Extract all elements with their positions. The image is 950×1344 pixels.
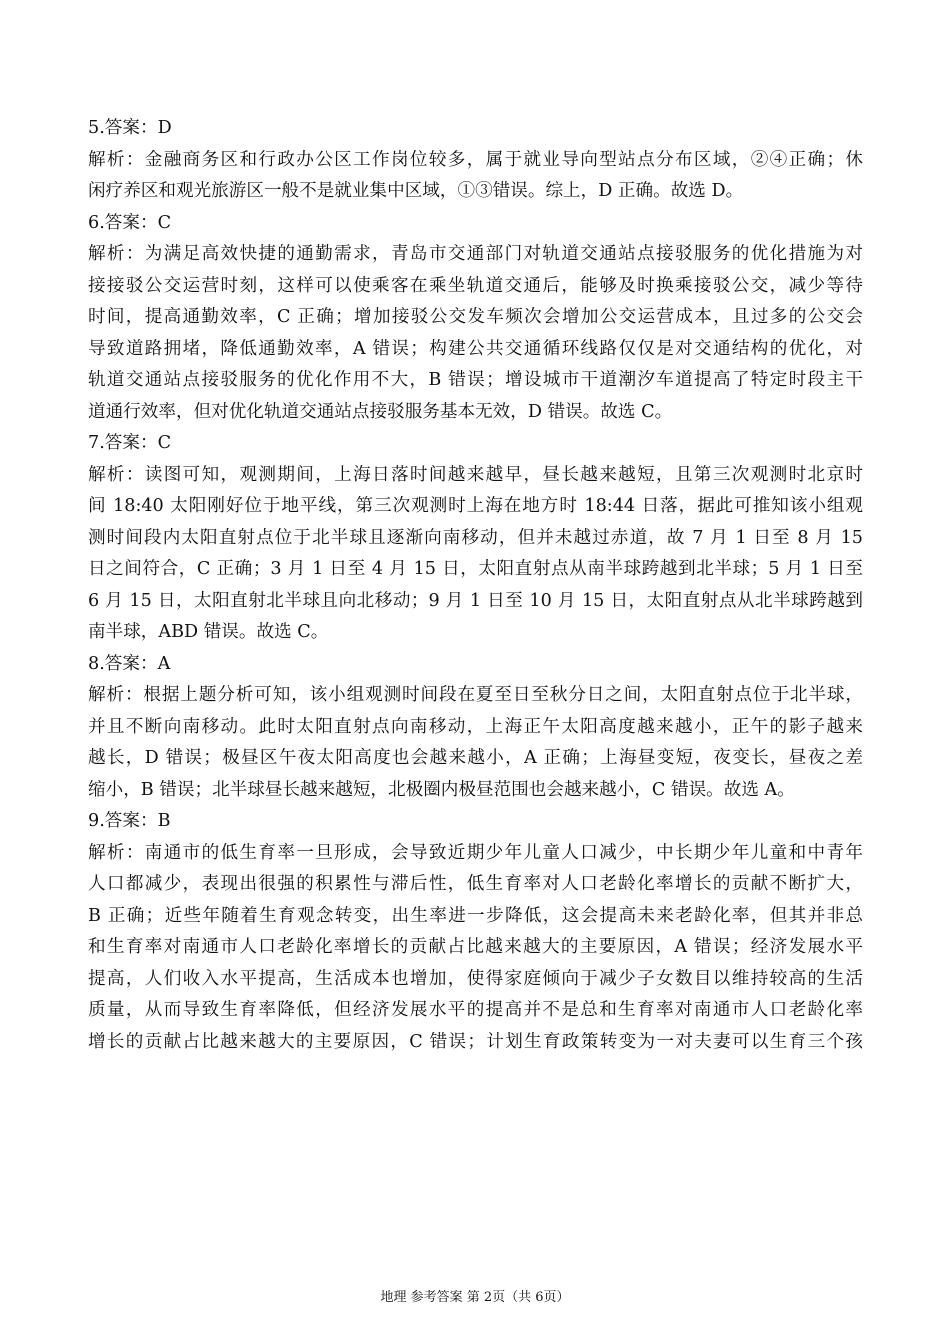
answer-6-line-6: 道通行效率，但对优化轨道交通站点接驳服务基本无效，D 错误。故选 C。: [88, 401, 673, 422]
answer-7-line-6: 南半球，ABD 错误。故选 C。: [88, 622, 329, 642]
answer-9-line-7: 增长的贡献占比越来越大的主要原因，C 错误；计划生育政策转变为一对夫妻可以生育三个孩: [88, 1031, 863, 1052]
answer-7-line-4: 日之间符合，C 正确；3 月 1 日至 4 月 15 日，太阳直射点从南半球跨越到北半球；5 月 1 日至: [88, 559, 863, 579]
answer-7-line-1: 解析：读图可知，观测期间，上海日落时间越来越早，昼长越来越短，且第三次观测时北京时: [88, 464, 863, 485]
answer-9-line-3: B 正确；近些年随着生育观念转变，出生率进一步降低，这会提高未来老龄化率，但其并非总: [88, 905, 863, 926]
answer-7-label: 7.答案：C: [88, 433, 172, 453]
answer-9-line-5: 提高，人们收入水平提高，生活成本也增加，使得家庭倾向于减少子女数目以维持较高的生活: [88, 968, 863, 989]
answer-8-line-3: 越长，D 错误；极昼区午夜太阳高度也会越来越小，A 正确；上海昼变短，夜变长，昼夜之差: [88, 748, 863, 768]
answer-8-line-1: 解析：根据上题分析可知，该小组观测时间段在夏至日至秋分日之间，太阳直射点位于北半球，: [88, 685, 863, 705]
page-footer: 地理 参考答案 第 2页（共 6页）: [380, 1290, 570, 1305]
answer-9-line-6: 质量，从而导致生育率降低，但经济发展水平的提高并不是总和生育率对南通市人口老龄化率: [88, 1000, 863, 1020]
answer-6-line-4: 导致道路拥堵，降低通勤效率，A 错误；构建公共交通循环线路仅仅是对交通结构的优化，对: [88, 338, 863, 359]
answer-9-line-2: 人口都减少，表现出很强的积累性与滞后性，低生育率对人口老龄化率增长的贡献不断扩大，: [88, 874, 863, 894]
answer-5-line-1: 解析：金融商务区和行政办公区工作岗位较多，属于就业导向型站点分布区域，②④正确；休: [88, 149, 863, 170]
answer-content: [88, 113, 863, 1058]
answer-5-label: 5.答案：D: [88, 118, 172, 138]
answer-9-line-1: 解析：南通市的低生育率一旦形成，会导致近期少年儿童人口减少，中长期少年儿童和中青年: [88, 842, 863, 863]
answer-8-label: 8.答案：A: [88, 653, 171, 674]
answer-6-label: 6.答案：C: [88, 212, 172, 233]
answer-8-line-2: 并且不断向南移动。此时太阳直射点向南移动，上海正午太阳高度越来越小，正午的影子越来: [88, 716, 863, 737]
answer-7-line-3: 测时间段内太阳直射点位于北半球且逐渐向南移动，但并未越过赤道，故 7 月 1 日至 8 月 15: [88, 527, 863, 548]
answer-7-line-5: 6 月 15 日，太阳直射北半球且向北移动；9 月 1 日至 10 月 15 日，太阳直射点从北半球跨越到: [88, 590, 863, 611]
answer-5-line-2: 闲疗养区和观光旅游区一般不是就业集中区域，①③错误。综上，D 正确。故选 D。: [88, 181, 744, 201]
answer-6-line-2: 接接驳公交运营时刻，这样可以使乘客在乘坐轨道交通后，能够及时换乘接驳公交，减少等待: [88, 275, 863, 296]
answer-8-line-4: 缩小，B 错误；北半球昼长越来越短，北极圈内极昼范围也会越来越小，C 错误。故选 A。: [88, 779, 795, 800]
answer-6-line-5: 轨道交通站点接驳服务的优化作用不大，B 错误；增设城市干道潮汐车道提高了特定时段主干: [88, 370, 863, 390]
answer-6-line-3: 时间，提高通勤效率，C 正确；增加接驳公交发车频次会增加公交运营成本，且过多的公交会: [88, 307, 863, 327]
answer-9-line-4: 和生育率对南通市人口老龄化率增长的贡献占比越来越大的主要原因，A 错误；经济发展水平: [88, 937, 863, 957]
answer-9-label: 9.答案：B: [88, 811, 171, 831]
answer-7-line-2: 间 18:40 太阳刚好位于地平线，第三次观测时上海在地方时 18:44 日落，据此可推知该小组观: [88, 496, 863, 516]
answer-6-line-1: 解析：为满足高效快捷的通勤需求，青岛市交通部门对轨道交通站点接驳服务的优化措施为对: [88, 244, 863, 264]
